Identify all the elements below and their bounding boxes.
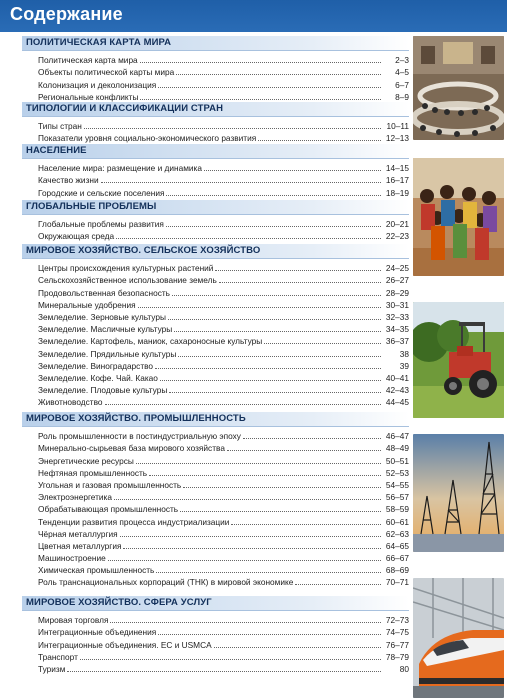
leader-dots [120, 536, 381, 537]
toc-item-label: Туризм [38, 663, 66, 674]
toc-item-label: Земледелие. Картофель, маниок, сахароносные культуры [38, 336, 263, 347]
toc-item-pages: 54–55 [385, 479, 409, 490]
toc-item-pages: 34–35 [385, 324, 409, 335]
toc-item[interactable] [38, 78, 409, 90]
toc-section-global-problems [22, 200, 409, 242]
leader-dots [101, 182, 381, 183]
section-items [22, 159, 409, 199]
toc-item[interactable] [38, 396, 409, 408]
toc-item[interactable] [38, 384, 409, 396]
leader-dots [155, 368, 381, 369]
leader-dots [183, 487, 381, 488]
toc-item[interactable] [38, 66, 409, 78]
section-header: МИРОВОЕ ХОЗЯЙСТВО. СЕЛЬСКОЕ ХОЗЯЙСТВО [22, 244, 409, 259]
leader-dots [110, 622, 381, 623]
leader-dots [258, 140, 381, 141]
toc-item[interactable] [38, 162, 409, 174]
toc-item[interactable] [38, 360, 409, 372]
toc-item-label: Городские и сельские поселения [38, 187, 165, 198]
toc-item-label: Минерально-сырьевая база мирового хозяйства [38, 443, 225, 454]
leader-dots [227, 450, 381, 451]
leader-dots [158, 634, 381, 635]
toc-item[interactable] [38, 186, 409, 198]
toc-item[interactable] [38, 576, 409, 588]
toc-item[interactable] [38, 347, 409, 359]
toc-item-label: Электроэнергетика [38, 492, 112, 503]
section-items [22, 117, 409, 144]
leader-dots [158, 87, 381, 88]
toc-item-pages: 80 [399, 663, 409, 674]
toc-item-label: Обрабатывающая промышленность [38, 504, 179, 515]
leader-dots [219, 282, 381, 283]
toc-item[interactable] [38, 174, 409, 186]
toc-item-pages: 28–29 [385, 287, 409, 298]
section-header: МИРОВОЕ ХОЗЯЙСТВО. ПРОМЫШЛЕННОСТЬ [22, 412, 409, 427]
toc-item-pages: 22–23 [385, 231, 409, 242]
toc-item[interactable] [38, 467, 409, 479]
section-header: ТИПОЛОГИИ И КЛАССИФИКАЦИИ СТРАН [22, 102, 409, 117]
toc-item-pages: 4–5 [395, 67, 409, 78]
toc-item-label: Земледелие. Зерновые культуры [38, 311, 166, 322]
toc-item-pages: 16–17 [385, 175, 409, 186]
toc-item-pages: 50–51 [385, 455, 409, 466]
toc-item-pages: 70–71 [385, 577, 409, 588]
toc-item[interactable] [38, 442, 409, 454]
toc-item-pages: 68–69 [385, 565, 409, 576]
toc-item-label: Сельскохозяйственное использование земель [38, 275, 217, 286]
toc-item-label: Показатели уровня социально-экономического развития [38, 133, 257, 144]
toc-item[interactable] [38, 528, 409, 540]
toc-item-pages: 18–19 [385, 187, 409, 198]
toc-item-pages: 46–47 [385, 431, 409, 442]
toc-section-political-map [22, 36, 409, 103]
toc-item[interactable] [38, 311, 409, 323]
toc-item[interactable] [38, 626, 409, 638]
toc-item[interactable] [38, 564, 409, 576]
toc-item[interactable] [38, 372, 409, 384]
toc-item-pages: 24–25 [385, 263, 409, 274]
toc-item-pages: 8–9 [395, 91, 409, 102]
toc-item[interactable] [38, 614, 409, 626]
section-header: МИРОВОЕ ХОЗЯЙСТВО. СФЕРА УСЛУГ [22, 596, 409, 611]
leader-dots [180, 511, 381, 512]
tractor-photo [413, 302, 504, 418]
leader-dots [166, 226, 381, 227]
toc-content [0, 32, 507, 700]
leader-dots [149, 475, 381, 476]
toc-item-pages: 12–13 [385, 133, 409, 144]
toc-item[interactable] [38, 479, 409, 491]
leader-dots [169, 392, 381, 393]
section-items [22, 259, 409, 408]
leader-dots [160, 380, 381, 381]
toc-item[interactable] [38, 230, 409, 242]
section-items [22, 611, 409, 675]
toc-item-pages: 62–63 [385, 528, 409, 539]
toc-item-label: Типы стран [38, 121, 82, 132]
toc-item-label: Колонизация и деколонизация [38, 79, 157, 90]
toc-item-label: Цветная металлургия [38, 540, 122, 551]
leader-dots [105, 404, 381, 405]
toc-item-label: Окружающая среда [38, 231, 115, 242]
leader-dots [204, 170, 381, 171]
toc-item-pages: 76–77 [385, 639, 409, 650]
toc-item-pages: 32–33 [385, 311, 409, 322]
toc-section-typologies [22, 102, 409, 144]
toc-item-label: Земледелие. Прядильные культуры [38, 348, 177, 359]
leader-dots [178, 356, 381, 357]
leader-dots [138, 307, 381, 308]
toc-item-pages: 74–75 [385, 627, 409, 638]
toc-item-label: Угольная и газовая промышленность [38, 479, 182, 490]
toc-item[interactable] [38, 132, 409, 144]
toc-item-pages: 30–31 [385, 299, 409, 310]
leader-dots [67, 671, 381, 672]
toc-section-services [22, 596, 409, 675]
leader-dots [123, 548, 381, 549]
toc-item-pages: 78–79 [385, 651, 409, 662]
page-title: Содержание [10, 4, 123, 24]
toc-item-label: Качество жизни [38, 175, 99, 186]
leader-dots [176, 74, 381, 75]
toc-item-pages: 56–57 [385, 492, 409, 503]
toc-item-label: Земледелие. Кофе. Чай. Какао [38, 372, 158, 383]
toc-item-label: Глобальные проблемы развития [38, 219, 164, 230]
leader-dots [108, 560, 381, 561]
toc-item-label: Чёрная металлургия [38, 528, 118, 539]
section-items [22, 215, 409, 242]
toc-item-pages: 6–7 [395, 79, 409, 90]
toc-item-pages: 42–43 [385, 385, 409, 396]
toc-item[interactable] [38, 274, 409, 286]
toc-item-label: Население мира: размещение и динамика [38, 163, 202, 174]
train-photo [413, 578, 504, 698]
toc-item-pages: 48–49 [385, 443, 409, 454]
leader-dots [243, 438, 381, 439]
toc-item-pages: 44–45 [385, 397, 409, 408]
leader-dots [295, 584, 381, 585]
toc-item[interactable] [38, 286, 409, 298]
toc-item-label: Земледелие. Масличные культуры [38, 324, 173, 335]
toc-item[interactable] [38, 120, 409, 132]
toc-item-pages: 64–65 [385, 540, 409, 551]
toc-item-label: Транспорт [38, 651, 78, 662]
toc-item-label: Роль промышленности в постиндустриальную эпоху [38, 431, 241, 442]
toc-item[interactable] [38, 323, 409, 335]
section-header: НАСЕЛЕНИЕ [22, 144, 409, 159]
toc-item[interactable] [38, 663, 409, 675]
section-items [22, 427, 409, 588]
toc-item-label: Интеграционные объединения [38, 627, 157, 638]
section-items [22, 51, 409, 103]
toc-item-label: Интеграционные объединения. ЕС и USMCA [38, 639, 212, 650]
toc-item-pages: 2–3 [395, 55, 409, 66]
toc-item-label: Центры происхождения культурных растений [38, 263, 214, 274]
toc-item-label: Машиностроение [38, 553, 106, 564]
leader-dots [114, 499, 381, 500]
leader-dots [116, 238, 381, 239]
toc-item-pages: 39 [399, 360, 409, 371]
toc-section-population [22, 144, 409, 199]
toc-item-label: Земледелие. Плодовые культуры [38, 385, 168, 396]
toc-item-pages: 66–67 [385, 553, 409, 564]
leader-dots [264, 343, 381, 344]
toc-item[interactable] [38, 430, 409, 442]
toc-item-pages: 10–11 [386, 121, 409, 132]
leader-dots [174, 331, 381, 332]
toc-item-label: Минеральные удобрения [38, 299, 136, 310]
toc-item-pages: 38 [399, 348, 409, 359]
toc-item-label: Земледелие. Виноградарство [38, 360, 154, 371]
council-chamber-photo [413, 36, 504, 140]
toc-item[interactable] [38, 91, 409, 103]
toc-item-label: Региональные конфликты [38, 91, 139, 102]
children-photo [413, 158, 504, 276]
toc-item-label: Мировая торговля [38, 615, 109, 626]
leader-dots [140, 62, 381, 63]
leader-dots [84, 128, 381, 129]
toc-item-pages: 40–41 [385, 372, 409, 383]
toc-item-label: Энергетические ресурсы [38, 455, 134, 466]
toc-item[interactable] [38, 454, 409, 466]
leader-dots [172, 295, 381, 296]
toc-item[interactable] [38, 540, 409, 552]
toc-item[interactable] [38, 503, 409, 515]
toc-item-label: Химическая промышленность [38, 565, 155, 576]
toc-item[interactable] [38, 638, 409, 650]
toc-item-label: Животноводство [38, 397, 103, 408]
toc-section-industry [22, 412, 409, 588]
oil-rigs-photo [413, 434, 504, 552]
toc-item[interactable] [38, 54, 409, 66]
toc-item[interactable] [38, 552, 409, 564]
toc-item-pages: 36–37 [385, 336, 409, 347]
toc-item-pages: 72–73 [385, 615, 409, 626]
toc-item-label: Политическая карта мира [38, 55, 138, 66]
toc-item[interactable] [38, 262, 409, 274]
toc-item[interactable] [38, 491, 409, 503]
toc-item-pages: 52–53 [385, 467, 409, 478]
leader-dots [166, 195, 381, 196]
leader-dots [214, 647, 381, 648]
toc-item-pages: 26–27 [385, 275, 409, 286]
leader-dots [156, 572, 381, 573]
toc-section-agriculture [22, 244, 409, 408]
toc-item-label: Объекты политической карты мира [38, 67, 175, 78]
toc-item-label: Тенденции развития процесса индустриализации [38, 516, 230, 527]
toc-item[interactable] [38, 651, 409, 663]
page-header [0, 0, 507, 32]
toc-item-pages: 60–61 [385, 516, 409, 527]
toc-item[interactable] [38, 299, 409, 311]
section-header: ГЛОБАЛЬНЫЕ ПРОБЛЕМЫ [22, 200, 409, 215]
toc-item-label: Нефтяная промышленность [38, 467, 148, 478]
toc-item-label: Роль транснациональных корпораций (ТНК) в мировой экономике [38, 577, 294, 588]
toc-item[interactable] [38, 218, 409, 230]
section-header: ПОЛИТИЧЕСКАЯ КАРТА МИРА [22, 36, 409, 51]
toc-item-pages: 20–21 [385, 219, 409, 230]
leader-dots [215, 270, 381, 271]
toc-item-pages: 14–15 [385, 163, 409, 174]
leader-dots [140, 99, 381, 100]
toc-item-pages: 58–59 [385, 504, 409, 515]
toc-item-label: Продовольственная безопасность [38, 287, 170, 298]
leader-dots [231, 524, 381, 525]
toc-item[interactable] [38, 335, 409, 347]
leader-dots [136, 463, 381, 464]
leader-dots [168, 319, 381, 320]
toc-item[interactable] [38, 515, 409, 527]
leader-dots [80, 659, 381, 660]
